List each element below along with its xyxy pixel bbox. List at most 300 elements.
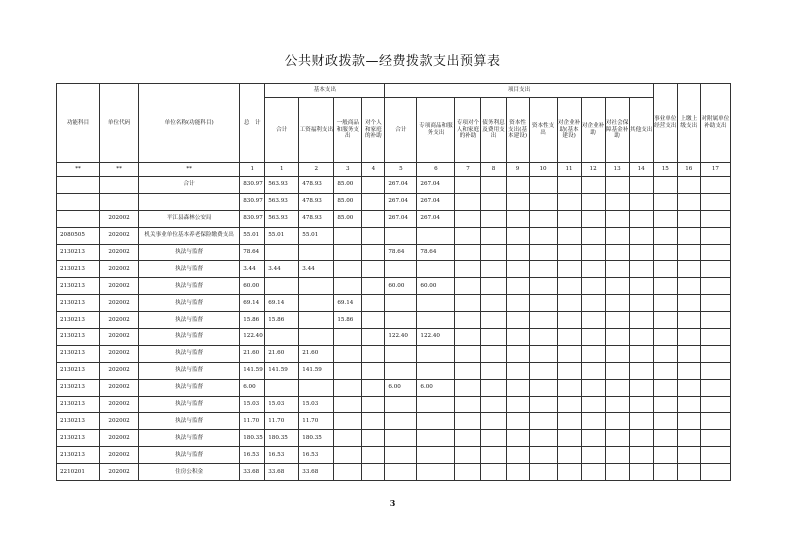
amount-cell [700, 244, 730, 261]
amount-cell [362, 447, 385, 464]
amount-cell [653, 177, 677, 194]
amount-cell: 85.00 [334, 193, 362, 210]
amount-cell: 267.04 [385, 177, 417, 194]
amount-cell: 69.14 [265, 295, 299, 312]
amount-cell: 15.86 [334, 312, 362, 329]
unit-name-cell: 执法与监督 [139, 295, 240, 312]
amount-cell: 267.04 [417, 210, 455, 227]
amount-cell [653, 210, 677, 227]
index-cell: 1 [240, 163, 265, 177]
header-basic-subtotal: 合计 [265, 98, 299, 163]
amount-cell: 141.59 [265, 362, 299, 379]
amount-cell [481, 396, 506, 413]
amount-cell [605, 312, 629, 329]
unit-name-cell: 执法与监督 [139, 278, 240, 295]
amount-cell [700, 295, 730, 312]
unit-code-cell: 202002 [100, 362, 139, 379]
header-other: 其他支出 [629, 98, 653, 163]
amount-cell [299, 244, 334, 261]
table-row [57, 210, 731, 227]
amount-cell: 69.14 [240, 295, 265, 312]
amount-cell [417, 312, 455, 329]
amount-cell [629, 177, 653, 194]
unit-code-cell: 202002 [100, 261, 139, 278]
amount-cell [605, 329, 629, 346]
amount-cell [700, 312, 730, 329]
amount-cell: 15.86 [240, 312, 265, 329]
amount-cell [557, 295, 581, 312]
amount-cell: 33.68 [265, 464, 299, 481]
amount-cell [629, 244, 653, 261]
header-ent-capital-construction: 对企业补助(基本建设) [557, 98, 581, 163]
amount-cell [481, 430, 506, 447]
amount-cell: 180.35 [265, 430, 299, 447]
index-cell: 3 [334, 163, 362, 177]
index-cell: 6 [417, 163, 455, 177]
unit-code-cell: 202002 [100, 210, 139, 227]
header-proj-subtotal: 合计 [385, 98, 417, 163]
amount-cell [581, 447, 605, 464]
amount-cell: 16.53 [299, 447, 334, 464]
unit-name-cell: 执法与监督 [139, 362, 240, 379]
amount-cell [605, 193, 629, 210]
amount-cell [385, 295, 417, 312]
amount-cell [629, 447, 653, 464]
unit-code-cell: 202002 [100, 379, 139, 396]
amount-cell [506, 177, 529, 194]
amount-cell [385, 413, 417, 430]
amount-cell [581, 329, 605, 346]
amount-cell [581, 278, 605, 295]
unit-code-cell: 202002 [100, 430, 139, 447]
amount-cell: 21.60 [240, 345, 265, 362]
amount-cell [506, 227, 529, 244]
unit-code-cell: 202002 [100, 227, 139, 244]
amount-cell: 60.00 [240, 278, 265, 295]
amount-cell [529, 396, 557, 413]
amount-cell [605, 396, 629, 413]
amount-cell [385, 345, 417, 362]
amount-cell: 267.04 [385, 210, 417, 227]
unit-code-cell: 202002 [100, 396, 139, 413]
amount-cell [677, 413, 700, 430]
table-row [57, 295, 731, 312]
unit-code-cell: 202002 [100, 295, 139, 312]
unit-code-cell: 202002 [100, 464, 139, 481]
amount-cell [677, 447, 700, 464]
func-code-cell: 2130213 [57, 278, 100, 295]
func-code-cell: 2130213 [57, 345, 100, 362]
amount-cell [481, 379, 506, 396]
func-code-cell [57, 193, 100, 210]
amount-cell: 69.14 [334, 295, 362, 312]
amount-cell [677, 329, 700, 346]
amount-cell: 60.00 [385, 278, 417, 295]
amount-cell [529, 177, 557, 194]
amount-cell [677, 227, 700, 244]
amount-cell: 16.53 [265, 447, 299, 464]
amount-cell [605, 413, 629, 430]
amount-cell [605, 464, 629, 481]
amount-cell: 141.59 [299, 362, 334, 379]
func-code-cell: 2130213 [57, 312, 100, 329]
amount-cell [605, 177, 629, 194]
amount-cell [481, 278, 506, 295]
amount-cell [529, 413, 557, 430]
amount-cell [481, 244, 506, 261]
amount-cell [557, 464, 581, 481]
amount-cell [529, 295, 557, 312]
amount-cell [265, 244, 299, 261]
header-unit-code: 单位代码 [100, 84, 139, 163]
amount-cell: 78.64 [240, 244, 265, 261]
amount-cell: 563.93 [265, 210, 299, 227]
amount-cell [417, 464, 455, 481]
amount-cell [362, 379, 385, 396]
amount-cell [362, 413, 385, 430]
amount-cell [653, 362, 677, 379]
amount-cell [557, 244, 581, 261]
amount-cell [455, 413, 481, 430]
amount-cell [629, 379, 653, 396]
amount-cell [455, 193, 481, 210]
amount-cell [677, 464, 700, 481]
amount-cell [506, 379, 529, 396]
amount-cell [581, 193, 605, 210]
amount-cell [629, 430, 653, 447]
amount-cell: 55.01 [240, 227, 265, 244]
amount-cell [506, 464, 529, 481]
amount-cell [629, 413, 653, 430]
header-family-subsidy: 对个人和家庭的补助 [362, 98, 385, 163]
amount-cell [455, 278, 481, 295]
amount-cell [581, 396, 605, 413]
table-row [57, 464, 731, 481]
amount-cell [677, 210, 700, 227]
amount-cell [653, 261, 677, 278]
index-cell: 15 [653, 163, 677, 177]
amount-cell [700, 278, 730, 295]
amount-cell [362, 210, 385, 227]
amount-cell: 55.01 [265, 227, 299, 244]
unit-name-cell: 执法与监督 [139, 447, 240, 464]
amount-cell: 3.44 [265, 261, 299, 278]
func-code-cell [57, 210, 100, 227]
unit-name-cell: 执法与监督 [139, 329, 240, 346]
func-code-cell: 2130213 [57, 447, 100, 464]
unit-name-cell: 执法与监督 [139, 413, 240, 430]
index-row [57, 163, 731, 177]
amount-cell [417, 413, 455, 430]
amount-cell [334, 329, 362, 346]
header-unit-name: 单位名称(功能科目) [139, 84, 240, 163]
amount-cell: 6.00 [385, 379, 417, 396]
amount-cell [605, 261, 629, 278]
amount-cell [605, 430, 629, 447]
index-cell: 12 [581, 163, 605, 177]
index-cell: 16 [677, 163, 700, 177]
unit-name-cell: 执法与监督 [139, 244, 240, 261]
page-title: 公共财政拨款—经费拨款支出预算表 [284, 54, 501, 69]
amount-cell [417, 261, 455, 278]
unit-name-cell: 执法与监督 [139, 261, 240, 278]
amount-cell [362, 227, 385, 244]
amount-cell [653, 278, 677, 295]
amount-cell [481, 227, 506, 244]
index-cell: 9 [506, 163, 529, 177]
unit-code-cell: 202002 [100, 278, 139, 295]
amount-cell [557, 362, 581, 379]
amount-cell [455, 227, 481, 244]
amount-cell [455, 295, 481, 312]
amount-cell: 267.04 [417, 177, 455, 194]
amount-cell [700, 177, 730, 194]
table-row [57, 396, 731, 413]
amount-cell [605, 227, 629, 244]
amount-cell [581, 244, 605, 261]
amount-cell: 11.70 [265, 413, 299, 430]
amount-cell [529, 244, 557, 261]
func-code-cell [57, 177, 100, 194]
amount-cell: 6.00 [240, 379, 265, 396]
amount-cell [506, 312, 529, 329]
amount-cell [557, 396, 581, 413]
amount-cell [529, 464, 557, 481]
amount-cell [557, 413, 581, 430]
amount-cell [557, 312, 581, 329]
header-basic-group: 基本支出 [265, 84, 385, 98]
header-debt: 债务利息及费用支出 [481, 98, 506, 163]
unit-name-cell: 住房公积金 [139, 464, 240, 481]
amount-cell [362, 295, 385, 312]
amount-cell [700, 261, 730, 278]
amount-cell [481, 210, 506, 227]
header-proj-goods: 专项商品和服务支出 [417, 98, 455, 163]
amount-cell [605, 362, 629, 379]
unit-name-cell: 执法与监督 [139, 430, 240, 447]
amount-cell [265, 379, 299, 396]
unit-name-cell [139, 193, 240, 210]
unit-code-cell: 202002 [100, 413, 139, 430]
amount-cell [557, 261, 581, 278]
amount-cell [506, 329, 529, 346]
amount-cell [362, 464, 385, 481]
unit-code-cell: 202002 [100, 345, 139, 362]
amount-cell [700, 227, 730, 244]
amount-cell [557, 193, 581, 210]
amount-cell [385, 227, 417, 244]
amount-cell [700, 430, 730, 447]
table-body [57, 163, 731, 481]
amount-cell [455, 362, 481, 379]
amount-cell [334, 345, 362, 362]
amount-cell [557, 379, 581, 396]
amount-cell [629, 464, 653, 481]
amount-cell [653, 329, 677, 346]
unit-name-cell: 平江县森林公安局 [139, 210, 240, 227]
amount-cell [557, 177, 581, 194]
table-row [57, 379, 731, 396]
amount-cell [362, 329, 385, 346]
amount-cell [629, 312, 653, 329]
amount-cell [455, 261, 481, 278]
amount-cell [481, 464, 506, 481]
func-code-cell: 2130213 [57, 329, 100, 346]
amount-cell [700, 362, 730, 379]
amount-cell: 180.35 [240, 430, 265, 447]
unit-code-cell [100, 177, 139, 194]
unit-name-cell: 合计 [139, 177, 240, 194]
amount-cell: 563.93 [265, 193, 299, 210]
amount-cell [700, 329, 730, 346]
amount-cell [481, 345, 506, 362]
amount-cell [455, 379, 481, 396]
index-cell: 17 [700, 163, 730, 177]
amount-cell [653, 295, 677, 312]
amount-cell [334, 396, 362, 413]
amount-cell [506, 447, 529, 464]
amount-cell [605, 244, 629, 261]
amount-cell [455, 244, 481, 261]
amount-cell [506, 278, 529, 295]
index-cell: ** [100, 163, 139, 177]
amount-cell [362, 244, 385, 261]
index-cell: 14 [629, 163, 653, 177]
amount-cell: 15.03 [299, 396, 334, 413]
amount-cell [334, 278, 362, 295]
func-code-cell: 2210201 [57, 464, 100, 481]
amount-cell [629, 345, 653, 362]
amount-cell [653, 312, 677, 329]
amount-cell [362, 312, 385, 329]
header-proj-family: 专项对个人和家庭的补助 [455, 98, 481, 163]
amount-cell [700, 379, 730, 396]
amount-cell [334, 244, 362, 261]
amount-cell [677, 295, 700, 312]
amount-cell [629, 362, 653, 379]
func-code-cell: 2130213 [57, 261, 100, 278]
amount-cell [581, 261, 605, 278]
amount-cell [677, 261, 700, 278]
amount-cell [455, 464, 481, 481]
amount-cell [455, 447, 481, 464]
amount-cell [581, 379, 605, 396]
table-row [57, 227, 731, 244]
amount-cell [529, 210, 557, 227]
amount-cell [417, 396, 455, 413]
table-row [57, 244, 731, 261]
amount-cell [334, 362, 362, 379]
amount-cell: 830.97 [240, 210, 265, 227]
amount-cell [334, 447, 362, 464]
amount-cell: 78.64 [385, 244, 417, 261]
amount-cell [581, 210, 605, 227]
amount-cell [557, 227, 581, 244]
header-capital-construction: 资本性支出(基本建设) [506, 98, 529, 163]
amount-cell [629, 227, 653, 244]
amount-cell: 55.01 [299, 227, 334, 244]
amount-cell [506, 345, 529, 362]
amount-cell [455, 329, 481, 346]
amount-cell [529, 362, 557, 379]
unit-name-cell: 执法与监督 [139, 312, 240, 329]
amount-cell: 3.44 [240, 261, 265, 278]
amount-cell [700, 413, 730, 430]
unit-code-cell: 202002 [100, 312, 139, 329]
amount-cell [529, 329, 557, 346]
amount-cell [653, 345, 677, 362]
amount-cell [334, 464, 362, 481]
amount-cell [529, 430, 557, 447]
func-code-cell: 2130213 [57, 413, 100, 430]
amount-cell [653, 413, 677, 430]
amount-cell [362, 193, 385, 210]
amount-cell: 11.70 [299, 413, 334, 430]
amount-cell [506, 295, 529, 312]
amount-cell [385, 447, 417, 464]
func-code-cell: 2130213 [57, 295, 100, 312]
amount-cell [506, 261, 529, 278]
amount-cell [700, 345, 730, 362]
amount-cell [481, 329, 506, 346]
table-row [57, 278, 731, 295]
amount-cell: 563.93 [265, 177, 299, 194]
table-row [57, 329, 731, 346]
amount-cell [334, 227, 362, 244]
amount-cell [557, 210, 581, 227]
table-row [57, 362, 731, 379]
amount-cell [605, 278, 629, 295]
amount-cell [385, 430, 417, 447]
amount-cell [581, 227, 605, 244]
unit-code-cell: 202002 [100, 329, 139, 346]
amount-cell [481, 295, 506, 312]
amount-cell [700, 396, 730, 413]
table-row [57, 413, 731, 430]
amount-cell: 85.00 [334, 177, 362, 194]
amount-cell: 21.60 [299, 345, 334, 362]
amount-cell [265, 278, 299, 295]
unit-code-cell: 202002 [100, 447, 139, 464]
amount-cell [653, 430, 677, 447]
amount-cell [481, 177, 506, 194]
amount-cell: 11.70 [240, 413, 265, 430]
amount-cell [481, 312, 506, 329]
amount-cell [629, 329, 653, 346]
amount-cell [629, 295, 653, 312]
amount-cell [557, 329, 581, 346]
amount-cell: 122.40 [385, 329, 417, 346]
header-wages: 工资福利支出 [299, 98, 334, 163]
header-project-group: 项目支出 [385, 84, 653, 98]
amount-cell [299, 312, 334, 329]
amount-cell: 15.86 [265, 312, 299, 329]
amount-cell: 3.44 [299, 261, 334, 278]
amount-cell: 21.60 [265, 345, 299, 362]
table-row [57, 312, 731, 329]
table-row [57, 193, 731, 210]
amount-cell [653, 379, 677, 396]
func-code-cell: 2130213 [57, 396, 100, 413]
amount-cell [299, 379, 334, 396]
amount-cell [629, 193, 653, 210]
amount-cell [605, 447, 629, 464]
amount-cell: 478.93 [299, 193, 334, 210]
amount-cell [700, 447, 730, 464]
header-ent-subsidy: 对企业补助 [581, 98, 605, 163]
amount-cell [581, 464, 605, 481]
amount-cell [417, 227, 455, 244]
